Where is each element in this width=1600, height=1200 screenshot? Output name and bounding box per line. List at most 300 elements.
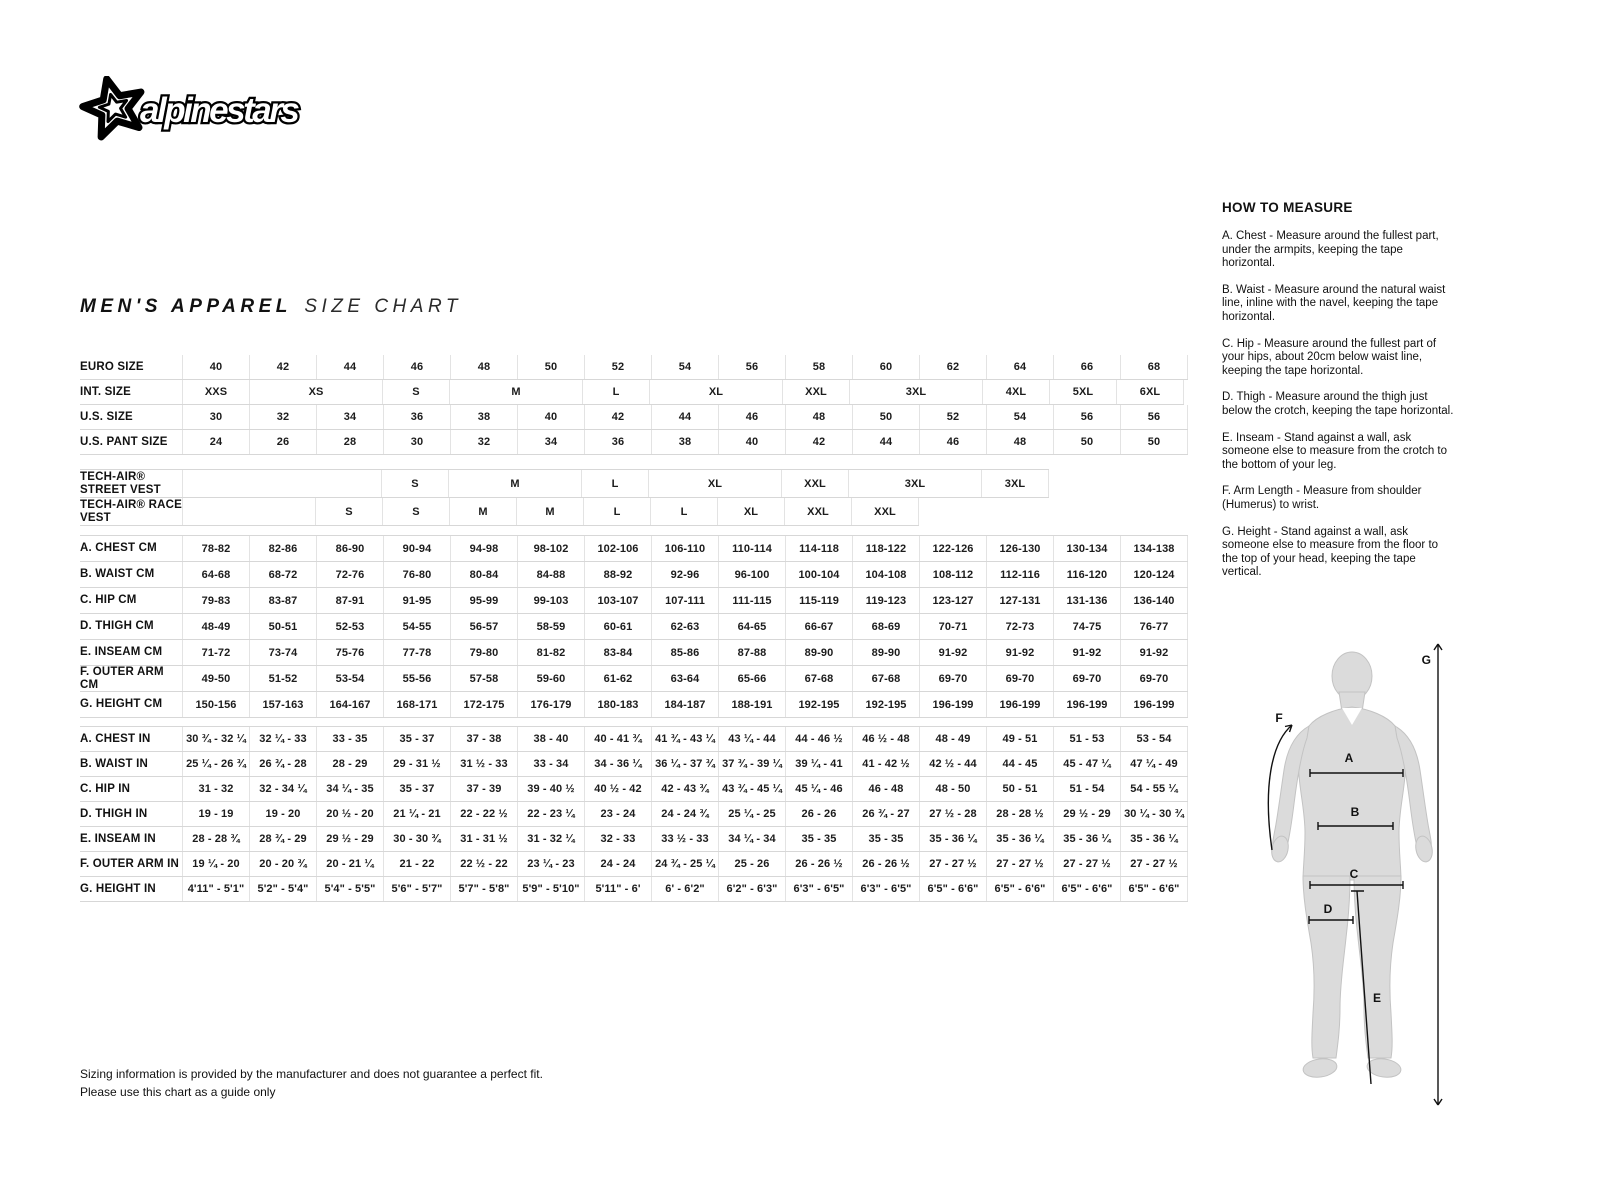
size-cell: 29 - 31 ½ — [383, 752, 450, 776]
size-cell: 19 - 19 — [182, 802, 249, 826]
size-cell: 29 ½ - 29 — [1053, 802, 1120, 826]
size-cell: XS — [249, 380, 382, 404]
row-label: F. OUTER ARM CM — [80, 666, 164, 691]
size-cell: 54 — [986, 405, 1053, 429]
size-cell: 103-107 — [584, 588, 651, 613]
size-cell: 5XL — [1049, 380, 1116, 404]
table-row — [80, 777, 1188, 802]
size-cell: 20 - 21 ¼ — [316, 852, 383, 876]
size-cell: 23 ¼ - 23 — [517, 852, 584, 876]
size-cell: 26 ¾ - 28 — [249, 752, 316, 776]
size-cell: 46 - 48 — [852, 777, 919, 801]
table-row — [80, 640, 1188, 666]
size-cell: L — [581, 470, 648, 497]
size-cell: 31 - 31 ½ — [450, 827, 517, 851]
size-cell: 6'5" - 6'6" — [919, 877, 986, 901]
size-cell: 42 - 43 ¾ — [651, 777, 718, 801]
size-cell: 84-88 — [517, 562, 584, 587]
row-label: A. CHEST CM — [80, 542, 157, 555]
size-cell: 54-55 — [383, 614, 450, 639]
size-cell: 35 - 35 — [785, 827, 852, 851]
size-cell: L — [650, 498, 717, 525]
size-cell: 35 - 36 ¼ — [919, 827, 986, 851]
size-cell: 51-52 — [249, 666, 316, 691]
size-cell: 26 - 26 ½ — [852, 852, 919, 876]
size-cell: 36 ¼ - 37 ¾ — [651, 752, 718, 776]
table-row — [80, 752, 1188, 777]
size-cell: 47 ¼ - 49 — [1120, 752, 1188, 776]
size-cell: 54 — [651, 355, 718, 379]
size-cell: 22 - 22 ½ — [450, 802, 517, 826]
size-cell: 50 - 51 — [986, 777, 1053, 801]
size-cell: 4'11" - 5'1" — [182, 877, 249, 901]
size-cell: 127-131 — [986, 588, 1053, 613]
size-cell: 76-77 — [1120, 614, 1188, 639]
size-cell: 3XL — [981, 470, 1049, 497]
size-cell: 157-163 — [249, 692, 316, 717]
size-cell: 23 - 24 — [584, 802, 651, 826]
size-cell: 131-136 — [1053, 588, 1120, 613]
size-cell: 22 ½ - 22 — [450, 852, 517, 876]
size-cell: 42 ½ - 44 — [919, 752, 986, 776]
size-cell: 83-87 — [249, 588, 316, 613]
size-cell: 32 — [249, 405, 316, 429]
size-cell: 28 - 29 — [316, 752, 383, 776]
table-row — [80, 614, 1188, 640]
size-cell: 79-80 — [450, 640, 517, 665]
size-cell: 176-179 — [517, 692, 584, 717]
size-cell: 30 ¾ - 32 ¼ — [182, 727, 249, 751]
size-cell: 196-199 — [1120, 692, 1188, 717]
size-cell: 48-49 — [182, 614, 249, 639]
size-cell: 50 — [852, 405, 919, 429]
size-cell: 27 ½ - 28 — [919, 802, 986, 826]
size-cell: 74-75 — [1053, 614, 1120, 639]
size-cell: 164-167 — [316, 692, 383, 717]
size-cell: 60-61 — [584, 614, 651, 639]
measure-instruction: F. Arm Length - Measure from shoulder (Humerus) to wrist. — [1222, 485, 1422, 511]
size-cell: 48 — [986, 430, 1053, 454]
size-cell: 82-86 — [249, 536, 316, 561]
size-cell: 80-84 — [450, 562, 517, 587]
row-label: E. INSEAM CM — [80, 646, 163, 659]
size-cell: 38 — [450, 405, 517, 429]
size-cell: 34 — [316, 405, 383, 429]
size-cell: 78-82 — [182, 536, 249, 561]
size-cell: 98-102 — [517, 536, 584, 561]
size-cell: XXL — [851, 498, 919, 525]
size-cell: 53-54 — [316, 666, 383, 691]
size-cell: 86-90 — [316, 536, 383, 561]
size-cell: 6' - 6'2" — [651, 877, 718, 901]
measure-instruction: C. Hip - Measure around the fullest part of your hips, about 20cm below waist line, keeping the tape horizontal. — [1222, 337, 1437, 377]
size-cell: XL — [648, 470, 781, 497]
figure-label-thigh: D — [1323, 902, 1333, 916]
size-cell: 35 - 36 ¼ — [1120, 827, 1188, 851]
size-cell: S — [315, 498, 382, 525]
size-cell: M — [449, 498, 516, 525]
size-cell: 34 - 36 ¼ — [584, 752, 651, 776]
size-cell: 32 — [450, 430, 517, 454]
size-cell: 56-57 — [450, 614, 517, 639]
row-label: B. WAIST CM — [80, 568, 155, 581]
size-cell: 4XL — [982, 380, 1049, 404]
size-cell: 24 - 24 — [584, 852, 651, 876]
size-cell: 52 — [919, 405, 986, 429]
size-cell: 59-60 — [517, 666, 584, 691]
size-cell: 40 — [517, 405, 584, 429]
size-cell: 70-71 — [919, 614, 986, 639]
size-cell: 45 - 47 ¼ — [1053, 752, 1120, 776]
size-cell: 120-124 — [1120, 562, 1188, 587]
size-cell: 52 — [584, 355, 651, 379]
how-to-measure-title: HOW TO MEASURE — [1222, 200, 1353, 215]
size-cell: 168-171 — [383, 692, 450, 717]
size-cell: 69-70 — [1120, 666, 1188, 691]
measure-instruction: A. Chest - Measure around the fullest part, under the armpits, keeping the tape horizontal. — [1222, 230, 1439, 270]
size-cell: 67-68 — [852, 666, 919, 691]
size-cell: 46 ½ - 48 — [852, 727, 919, 751]
size-cell: 26 — [249, 430, 316, 454]
size-cell: 6'3" - 6'5" — [785, 877, 852, 901]
row-label: D. THIGH IN — [80, 807, 148, 820]
size-cell: 126-130 — [986, 536, 1053, 561]
row-label: U.S. PANT SIZE — [80, 435, 168, 448]
row-label: C. HIP IN — [80, 782, 131, 795]
size-cell: 108-112 — [919, 562, 986, 587]
size-cell: 112-116 — [986, 562, 1053, 587]
size-cell: 28 - 28 ¾ — [182, 827, 249, 851]
size-cell: 91-92 — [986, 640, 1053, 665]
size-cell: 27 - 27 ½ — [1053, 852, 1120, 876]
size-cell: 27 - 27 ½ — [919, 852, 986, 876]
size-cell: 102-106 — [584, 536, 651, 561]
size-cell: 91-92 — [1120, 640, 1188, 665]
size-cell: 24 ¾ - 25 ¼ — [651, 852, 718, 876]
size-cell: 5'9" - 5'10" — [517, 877, 584, 901]
size-cell: 56 — [1120, 405, 1188, 429]
size-cell: 123-127 — [919, 588, 986, 613]
size-cell: 51 - 53 — [1053, 727, 1120, 751]
table-row — [80, 562, 1188, 588]
size-cell: 25 - 26 — [718, 852, 785, 876]
size-cell: S — [382, 498, 449, 525]
size-cell: 66 — [1053, 355, 1120, 379]
size-cell: 43 ¼ - 44 — [718, 727, 785, 751]
size-cell: 88-92 — [584, 562, 651, 587]
size-cell: 41 ¾ - 43 ¼ — [651, 727, 718, 751]
size-cell: 62-63 — [651, 614, 718, 639]
size-cell: 69-70 — [919, 666, 986, 691]
row-label: B. WAIST IN — [80, 757, 149, 770]
size-cell: 115-119 — [785, 588, 852, 613]
size-cell: 33 - 35 — [316, 727, 383, 751]
footer-line-1: Sizing information is provided by the manufacturer and does not guarantee a perfect fit. — [80, 1067, 543, 1081]
size-cell: 35 - 36 ¼ — [986, 827, 1053, 851]
size-cell: 76-80 — [383, 562, 450, 587]
table-row — [80, 827, 1188, 852]
size-cell: L — [583, 498, 650, 525]
size-cell: 3XL — [848, 470, 981, 497]
size-cell: M — [449, 380, 582, 404]
size-cell: 30 ¼ - 30 ¾ — [1120, 802, 1188, 826]
title-main: MEN'S APPAREL — [80, 296, 292, 317]
size-cell: 39 - 40 ½ — [517, 777, 584, 801]
table-row — [80, 498, 919, 526]
size-cell: 25 ¼ - 26 ¾ — [182, 752, 249, 776]
size-cell: 89-90 — [785, 640, 852, 665]
size-cell: 37 - 39 — [450, 777, 517, 801]
size-cell: XXL — [782, 380, 849, 404]
row-label: TECH-AIR® STREET VEST — [80, 471, 161, 496]
how-to-measure-list — [1222, 230, 1455, 580]
measure-instruction: B. Waist - Measure around the natural waist line, inline with the navel, keeping the tape horizontal. — [1222, 283, 1446, 323]
size-cell: 20 ½ - 20 — [316, 802, 383, 826]
size-cell: 35 - 35 — [852, 827, 919, 851]
size-cell: 95-99 — [450, 588, 517, 613]
size-cell: 6'2" - 6'3" — [718, 877, 785, 901]
size-cell: 106-110 — [651, 536, 718, 561]
size-cell: 99-103 — [517, 588, 584, 613]
measure-instruction: G. Height - Stand against a wall, ask someone else to measure from the floor to the top of your head, keeping the tape vertical. — [1222, 525, 1439, 579]
size-cell: 5'7" - 5'8" — [450, 877, 517, 901]
size-cell: 69-70 — [986, 666, 1053, 691]
size-cell: 40 — [718, 430, 785, 454]
size-cell: 49-50 — [182, 666, 249, 691]
row-label: A. CHEST IN — [80, 732, 151, 745]
size-cell: 62 — [919, 355, 986, 379]
size-cell: 31 - 32 — [182, 777, 249, 801]
row-label: EURO SIZE — [80, 360, 144, 373]
measure-instruction: D. Thigh - Measure around the thigh just below the crotch, keeping the tape horizontal. — [1222, 391, 1454, 417]
size-cell: 122-126 — [919, 536, 986, 561]
table-row — [80, 877, 1188, 902]
size-cell: 77-78 — [383, 640, 450, 665]
size-cell: 30 — [383, 430, 450, 454]
size-cell: S — [381, 470, 448, 497]
size-cell: 104-108 — [852, 562, 919, 587]
size-cell: 73-74 — [249, 640, 316, 665]
size-cell: 48 — [450, 355, 517, 379]
size-cell: 79-83 — [182, 588, 249, 613]
size-cell: 130-134 — [1053, 536, 1120, 561]
size-cell: 68-69 — [852, 614, 919, 639]
size-cell: 44 — [316, 355, 383, 379]
size-cell: 28 - 28 ½ — [986, 802, 1053, 826]
size-cell: 65-66 — [718, 666, 785, 691]
table-row — [80, 692, 1188, 718]
row-label: E. INSEAM IN — [80, 832, 156, 845]
figure-label-waist: B — [1350, 805, 1360, 819]
size-cell: 52-53 — [316, 614, 383, 639]
page-title — [80, 296, 462, 318]
size-cell: XXL — [784, 498, 851, 525]
size-cell: 54 - 55 ¼ — [1120, 777, 1188, 801]
size-cell: 33 ½ - 33 — [651, 827, 718, 851]
measure-instruction: E. Inseam - Stand against a wall, ask someone else to measure from the crotch to the bottom of your leg. — [1222, 431, 1447, 471]
how-to-measure-panel — [1222, 200, 1455, 593]
size-cell: 118-122 — [852, 536, 919, 561]
table-row — [80, 726, 1188, 752]
size-cell: 196-199 — [919, 692, 986, 717]
size-cell: 30 — [182, 405, 249, 429]
size-cell: XXL — [781, 470, 848, 497]
figure-label-hip: C — [1349, 867, 1359, 881]
size-cell: 64 — [986, 355, 1053, 379]
size-cell: 51 - 54 — [1053, 777, 1120, 801]
size-cell: 36 — [584, 430, 651, 454]
table-row — [80, 535, 1188, 562]
row-label: F. OUTER ARM IN — [80, 857, 180, 870]
size-cell: 56 — [718, 355, 785, 379]
size-cell: 45 ¼ - 46 — [785, 777, 852, 801]
size-cell: 100-104 — [785, 562, 852, 587]
size-cell: 180-183 — [584, 692, 651, 717]
measurements-in-section — [80, 726, 1188, 902]
body-silhouette-icon — [1243, 628, 1443, 1110]
row-label: C. HIP CM — [80, 594, 137, 607]
size-cell: 119-123 — [852, 588, 919, 613]
alpinestars-logo — [78, 76, 368, 151]
table-row — [80, 802, 1188, 827]
size-cell: 116-120 — [1053, 562, 1120, 587]
size-cell: 91-95 — [383, 588, 450, 613]
size-table-header-section — [80, 355, 1188, 455]
size-cell: 27 - 27 ½ — [986, 852, 1053, 876]
size-cell: 83-84 — [584, 640, 651, 665]
size-cell: 32 - 34 ¼ — [249, 777, 316, 801]
size-cell: 42 — [785, 430, 852, 454]
size-cell: 68 — [1120, 355, 1188, 379]
size-cell: 6'5" - 6'6" — [1053, 877, 1120, 901]
size-cell: 57-58 — [450, 666, 517, 691]
size-cell: 44 — [852, 430, 919, 454]
size-cell: 21 - 22 — [383, 852, 450, 876]
size-cell: 37 ¾ - 39 ¼ — [718, 752, 785, 776]
size-cell: 5'6" - 5'7" — [383, 877, 450, 901]
logo-wordmark: alpinestars — [140, 91, 298, 130]
size-cell: 6'5" - 6'6" — [1120, 877, 1188, 901]
row-label: INT. SIZE — [80, 385, 132, 398]
size-cell: 111-115 — [718, 588, 785, 613]
size-cell: 91-92 — [1053, 640, 1120, 665]
row-label: G. HEIGHT IN — [80, 882, 156, 895]
table-row — [80, 405, 1188, 430]
footer-disclaimer — [80, 1065, 543, 1101]
size-cell: 44 - 46 ½ — [785, 727, 852, 751]
size-cell: 28 ¾ - 29 — [249, 827, 316, 851]
size-cell: 150-156 — [182, 692, 249, 717]
figure-label-chest: A — [1344, 751, 1354, 765]
size-cell: 33 - 34 — [517, 752, 584, 776]
size-cell: 20 - 20 ¾ — [249, 852, 316, 876]
size-cell: 40 — [182, 355, 249, 379]
size-cell: 172-175 — [450, 692, 517, 717]
row-label: D. THIGH CM — [80, 620, 154, 633]
row-label: TECH-AIR® RACE VEST — [80, 499, 182, 524]
size-cell: 50 — [1120, 430, 1188, 454]
size-cell: 46 — [919, 430, 986, 454]
size-cell: 90-94 — [383, 536, 450, 561]
size-cell: 24 - 24 ¾ — [651, 802, 718, 826]
figure-label-arm: F — [1275, 711, 1283, 725]
size-cell: 66-67 — [785, 614, 852, 639]
size-cell: 96-100 — [718, 562, 785, 587]
size-cell: 38 — [651, 430, 718, 454]
size-cell: 27 - 27 ½ — [1120, 852, 1188, 876]
tech-air-section — [80, 469, 1049, 526]
size-cell: 134-138 — [1120, 536, 1188, 561]
size-cell: 60 — [852, 355, 919, 379]
size-cell: 26 - 26 — [785, 802, 852, 826]
size-table — [80, 355, 1184, 902]
size-cell: M — [448, 470, 581, 497]
size-cell: 50 — [517, 355, 584, 379]
size-cell: 87-88 — [718, 640, 785, 665]
size-cell: 39 ¼ - 41 — [785, 752, 852, 776]
size-cell: 48 — [785, 405, 852, 429]
size-cell: 28 — [316, 430, 383, 454]
size-cell: 72-73 — [986, 614, 1053, 639]
size-cell: 48 - 50 — [919, 777, 986, 801]
size-cell: 68-72 — [249, 562, 316, 587]
size-cell: 184-187 — [651, 692, 718, 717]
size-cell: 91-92 — [919, 640, 986, 665]
size-cell: 188-191 — [718, 692, 785, 717]
size-cell: 5'11" - 6' — [584, 877, 651, 901]
row-label: U.S. SIZE — [80, 410, 133, 423]
size-cell: 26 - 26 ½ — [785, 852, 852, 876]
size-cell: 64-68 — [182, 562, 249, 587]
measurements-cm-section — [80, 535, 1188, 718]
size-cell: 72-76 — [316, 562, 383, 587]
body-measurement-figure — [1243, 628, 1443, 1110]
title-sub: SIZE CHART — [304, 296, 462, 317]
size-cell: 34 — [517, 430, 584, 454]
height-measure-line — [1434, 644, 1442, 1105]
size-cell: 19 ¼ - 20 — [182, 852, 249, 876]
size-cell: 34 ¼ - 34 — [718, 827, 785, 851]
table-row — [80, 430, 1188, 455]
size-cell: 37 - 38 — [450, 727, 517, 751]
size-cell: 44 - 45 — [986, 752, 1053, 776]
size-cell: 42 — [584, 405, 651, 429]
size-cell: L — [582, 380, 649, 404]
size-cell: 36 — [383, 405, 450, 429]
size-cell: 136-140 — [1120, 588, 1188, 613]
alpinestars-logo-icon — [78, 76, 368, 146]
empty-cell — [182, 498, 315, 525]
size-cell: 42 — [249, 355, 316, 379]
size-cell: 46 — [718, 405, 785, 429]
size-cell: 35 - 36 ¼ — [1053, 827, 1120, 851]
figure-label-inseam: E — [1372, 991, 1382, 1005]
size-cell: 192-195 — [785, 692, 852, 717]
size-cell: 26 ¾ - 27 — [852, 802, 919, 826]
size-cell: 34 ¼ - 35 — [316, 777, 383, 801]
size-cell: 107-111 — [651, 588, 718, 613]
size-cell: M — [516, 498, 583, 525]
size-cell: 58 — [785, 355, 852, 379]
size-cell: 49 - 51 — [986, 727, 1053, 751]
size-cell: 81-82 — [517, 640, 584, 665]
size-cell: 32 - 33 — [584, 827, 651, 851]
size-cell: 25 ¼ - 25 — [718, 802, 785, 826]
size-cell: 41 - 42 ½ — [852, 752, 919, 776]
size-cell: 192-195 — [852, 692, 919, 717]
size-cell: XXS — [182, 380, 249, 404]
size-cell: 19 - 20 — [249, 802, 316, 826]
